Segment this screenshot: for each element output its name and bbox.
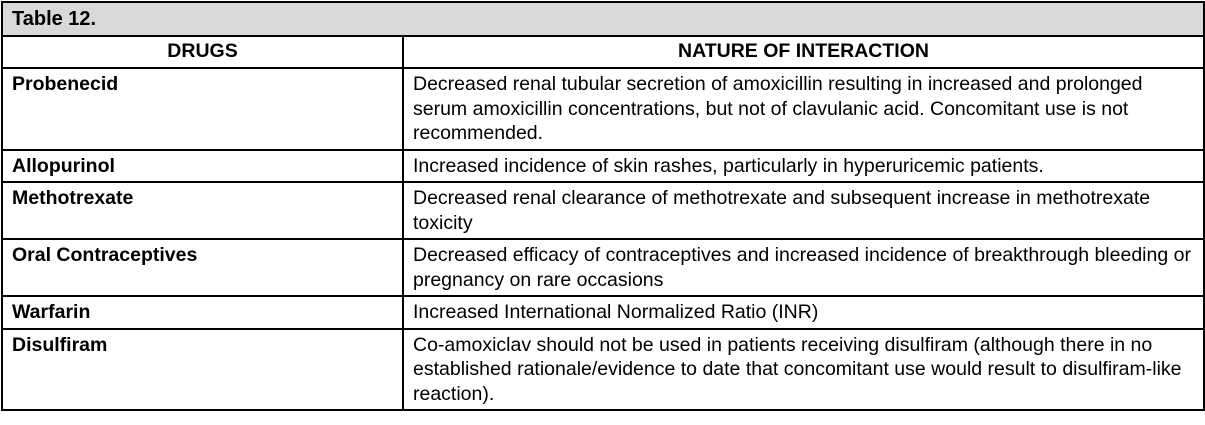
interaction-description-cell: Co-amoxiclav should not be used in patients receiving disulfiram (although there in no established rationale/evidence to date that concomitant use would result to disulfiram-like reaction).: [403, 329, 1204, 411]
table-row: [2, 150, 1204, 183]
table-row: [2, 182, 1204, 239]
table-caption: Table 12.: [2, 2, 1204, 36]
interaction-description-cell: Increased International Normalized Ratio (INR): [403, 296, 1204, 329]
interaction-description-cell: Increased incidence of skin rashes, particularly in hyperuricemic patients.: [403, 150, 1204, 183]
interaction-description-cell: Decreased renal clearance of methotrexate and subsequent increase in methotrexate toxicity: [403, 182, 1204, 239]
drug-name-cell: Disulfiram: [2, 329, 403, 411]
table-caption-row: [2, 2, 1204, 36]
drug-interaction-table-container: [1, 1, 1203, 411]
header-drugs: DRUGS: [2, 36, 403, 68]
drug-name-cell: Allopurinol: [2, 150, 403, 183]
drug-name-cell: Oral Contraceptives: [2, 239, 403, 296]
interaction-description-cell: Decreased efficacy of contraceptives and increased incidence of breakthrough bleeding or pregnancy on rare occasions: [403, 239, 1204, 296]
table-header-row: [2, 36, 1204, 68]
table-row: [2, 296, 1204, 329]
drug-name-cell: Warfarin: [2, 296, 403, 329]
drug-name-cell: Methotrexate: [2, 182, 403, 239]
header-nature-of-interaction: NATURE OF INTERACTION: [403, 36, 1204, 68]
drug-name-cell: Probenecid: [2, 68, 403, 150]
drug-interaction-table: [1, 1, 1205, 411]
table-row: [2, 239, 1204, 296]
table-row: [2, 68, 1204, 150]
interaction-description-cell: Decreased renal tubular secretion of amoxicillin resulting in increased and prolonged serum amoxicillin concentrations, but not of clavulanic acid. Concomitant use is not recommended.: [403, 68, 1204, 150]
table-row: [2, 329, 1204, 411]
